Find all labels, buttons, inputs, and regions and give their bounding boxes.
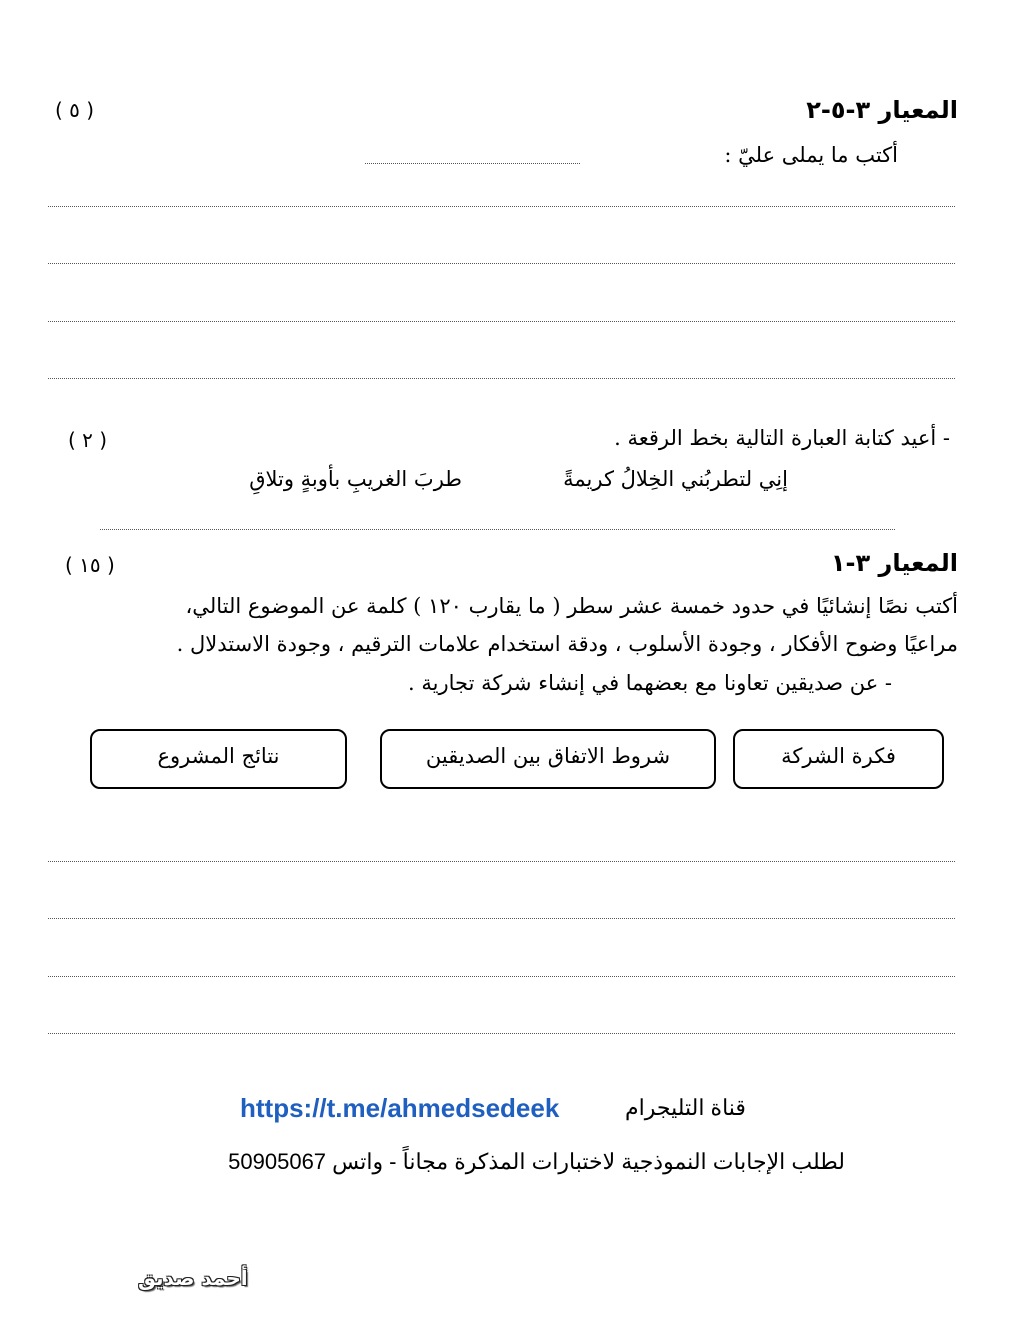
answer-line[interactable] (48, 206, 955, 207)
dictation-instruction: أكتب ما يملى عليّ : (724, 143, 898, 167)
essay-line[interactable] (48, 918, 955, 919)
essay-line[interactable] (48, 861, 955, 862)
answer-line[interactable] (48, 263, 955, 264)
verse-part-2: طربَ الغريبِ بأوبةٍ وتلاقِ (249, 467, 462, 491)
author-signature: أحمد صديق (138, 1266, 248, 1290)
section1-heading: المعيار ٣-٥-٢ (806, 96, 958, 124)
topic-box-project-results: نتائج المشروع (90, 729, 347, 789)
rewrite-instruction: - أعيد كتابة العبارة التالية بخط الرقعة . (614, 426, 950, 450)
telegram-link[interactable]: https://t.me/ahmedsedeek (240, 1093, 560, 1123)
answer-line[interactable] (48, 378, 955, 379)
section3-heading: المعيار ٣-١ (830, 549, 958, 577)
dictation-title-line[interactable] (365, 163, 580, 164)
essay-line[interactable] (48, 976, 955, 977)
request-answers-line: لطلب الإجابات النموذجية لاختبارات المذكرة مجاناً - واتس 50905067 (228, 1149, 845, 1174)
topic-box-agreement-terms: شروط الاتفاق بين الصديقين (380, 729, 716, 789)
topic-box-company-idea: فكرة الشركة (733, 729, 944, 789)
telegram-label: قناة التليجرام (625, 1095, 746, 1120)
essay-topic: - عن صديقين تعاونا مع بعضهما في إنشاء شركة تجارية . (408, 671, 892, 695)
verse-part-1: إنِي لتطربُني الخِلالُ كريمةً (563, 467, 788, 491)
essay-line[interactable] (48, 1033, 955, 1034)
essay-instruction-line1: أكتب نصًا إنشائيًا في حدود خمسة عشر سطر ( ما يقارب ١٢٠ ) كلمة عن الموضوع التالي، (185, 594, 958, 618)
essay-instruction-line2: مراعيًا وضوح الأفكار ، وجودة الأسلوب ، ودقة استخدام علامات الترقيم ، وجودة الاستدلال . (176, 632, 958, 656)
section1-score: ( ٥ ) (55, 98, 95, 122)
rewrite-line[interactable] (100, 529, 895, 530)
answer-line[interactable] (48, 321, 955, 322)
section2-score: ( ٢ ) (68, 428, 108, 452)
section3-score: ( ١٥ ) (65, 553, 115, 577)
